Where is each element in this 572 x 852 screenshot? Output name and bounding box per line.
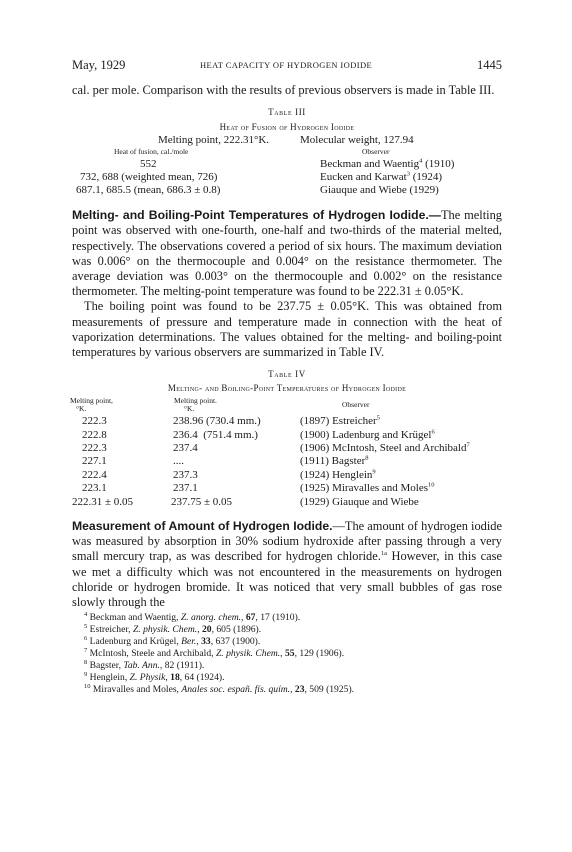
table4-mp-value: 222.3 bbox=[82, 415, 107, 428]
table3-observer bbox=[320, 158, 454, 170]
footnote-volume: 33 bbox=[201, 636, 211, 648]
footnote-journal: Z. Physik bbox=[129, 672, 166, 684]
footnote bbox=[84, 660, 502, 672]
footnote-sep: , bbox=[196, 636, 202, 648]
table4-row bbox=[72, 415, 502, 428]
table3-body bbox=[72, 158, 502, 197]
header-date: May, 1929 bbox=[72, 58, 126, 72]
section2-text-b: However, in this case we met a difficulty which was not encountered in the measurements on hydrogen chloride or hydrogen bromide. It was noticed that very small bubbles of gas rose slowly through the bbox=[72, 549, 503, 609]
table4-observer-name: (1906) McIntosh, Steel and Archibald bbox=[300, 442, 467, 455]
table4-col-observer: Observer bbox=[342, 400, 370, 410]
footnote bbox=[84, 612, 502, 624]
footnote-journal: Z. physik. Chem. bbox=[132, 624, 198, 636]
section1-heading: Melting- and Boiling-Point Temperatures of Hydrogen Iodide.— bbox=[72, 208, 441, 223]
footnote-sep: , bbox=[165, 672, 171, 684]
table4-mp-value: 222.31 ± 0.05 bbox=[72, 495, 134, 508]
table3-observer-name: Eucken and Karwat bbox=[320, 171, 407, 184]
footnote-pages: , 605 (1896). bbox=[211, 624, 262, 636]
table4-observer bbox=[300, 455, 369, 467]
table4-bp-value: 237.4 bbox=[173, 442, 198, 455]
footnote-journal: Z. physik. Chem. bbox=[215, 648, 281, 660]
footnote-journal: Ber. bbox=[181, 636, 197, 648]
footnote bbox=[84, 624, 502, 636]
table4-title: Melting- and Boiling-Point Temperatures of Hydrogen Iodide bbox=[167, 383, 407, 394]
table4-row bbox=[72, 429, 502, 442]
footnote-authors: Estreicher, bbox=[87, 624, 133, 636]
table4-observer bbox=[300, 429, 435, 441]
table4-bp-value: 237.1 bbox=[173, 482, 198, 495]
table4-observer-ref: 8 bbox=[365, 454, 369, 462]
running-header bbox=[72, 58, 502, 78]
table4-observer-ref: 10 bbox=[428, 481, 435, 489]
footnote-pages: , 17 (1910). bbox=[255, 612, 301, 624]
table4-bp-value: 238.96 (730.4 mm.) bbox=[173, 415, 261, 428]
footnote-journal: Tab. Ann. bbox=[123, 660, 160, 672]
table3-observer-year: (1924) bbox=[410, 171, 443, 184]
footnote-authors: Beckman and Waentig, bbox=[87, 612, 181, 624]
footnote-number: 6 bbox=[84, 635, 88, 642]
footnote bbox=[84, 636, 502, 648]
table4-observer-ref: 6 bbox=[431, 427, 435, 435]
intro-paragraph: cal. per mole. Comparison with the results of previous observers is made in Table III. bbox=[72, 83, 495, 97]
table3-meta-row bbox=[72, 134, 502, 147]
table4-bp-value: 237.3 bbox=[173, 468, 198, 481]
table4-bp-value: 237.75 ± 0.05 bbox=[171, 495, 233, 508]
table4-observer bbox=[300, 415, 380, 427]
section2-text-a: —The amount of hydrogen iodide was measured by absorption in 30% sodium hydroxide after passing through a very small mercury trap, as was described for hydrogen chloride. bbox=[72, 518, 503, 564]
footnote-volume: 18 bbox=[170, 672, 180, 684]
table4-mp-value: 227.1 bbox=[82, 455, 107, 468]
footnote-sep: , bbox=[241, 612, 246, 624]
table4-observer bbox=[300, 482, 435, 494]
footnote-volume: 55 bbox=[284, 648, 295, 660]
table3-melting-point: Melting point, 222.31°K. bbox=[158, 134, 270, 147]
table4-observer-name: (1911) Bagster bbox=[300, 455, 366, 468]
footnote-authors: McIntosh, Steele and Archibald, bbox=[87, 648, 216, 660]
footnote-pages: , 637 (1900). bbox=[210, 636, 261, 648]
table3-heat-value: 732, 688 (weighted mean, 726) bbox=[80, 171, 218, 184]
table4-row bbox=[72, 482, 502, 495]
section1-paragraph2: The boiling point was found to be 237.75 ± 0.05°K. This was obtained from measurements of pressure and temperature made in connection with the heat of vaporization determinations. The values obtained for the melting- and boiling-point temperatures by various observers are summarized in Table IV. bbox=[72, 299, 502, 360]
section2-heading: Measurement of Amount of Hydrogen Iodide. bbox=[72, 518, 333, 533]
footnote-sep: , bbox=[197, 624, 202, 636]
table4-mp-value: 222.4 bbox=[82, 468, 107, 481]
table4-col-mp-unit: °K. bbox=[76, 404, 87, 414]
footnote-volume: 23 bbox=[294, 684, 305, 696]
table3-row bbox=[72, 158, 502, 171]
table4-mp-value: 222.3 bbox=[82, 442, 107, 455]
footnote-number: 8 bbox=[84, 659, 88, 666]
table3-col-heat: Heat of fusion, cal./mole bbox=[114, 147, 189, 157]
footnote-authors: Ladenburg and Krügel, bbox=[87, 636, 182, 648]
table3-title: Heat of Fusion of Hydrogen Iodide bbox=[219, 122, 355, 133]
table4-row bbox=[72, 442, 502, 455]
table4-observer bbox=[300, 496, 419, 508]
footnote-journal: Z. anorg. chem. bbox=[180, 612, 242, 624]
table3-molecular-weight: Molecular weight, 127.94 bbox=[300, 134, 414, 147]
table4-body bbox=[72, 415, 502, 509]
footnotes bbox=[72, 612, 502, 696]
table3-heat-value: 687.1, 685.5 (mean, 686.3 ± 0.8) bbox=[76, 184, 221, 197]
table4-bp-value: 236.4 (751.4 mm.) bbox=[173, 428, 258, 441]
table4-bp-value: .... bbox=[173, 455, 184, 468]
footnote-pages: , 509 (1925). bbox=[304, 684, 355, 696]
footnote-number: 7 bbox=[84, 647, 88, 654]
table4-mp-value: 223.1 bbox=[82, 482, 107, 495]
footnote-authors: Bagster, bbox=[87, 660, 124, 672]
section2-paragraph bbox=[72, 519, 502, 610]
table3-observer-ref: 3 bbox=[406, 170, 410, 178]
footnote-authors: Miravalles and Moles, bbox=[90, 684, 182, 696]
journal-page bbox=[72, 58, 502, 696]
footnote-pages: , 64 (1924). bbox=[179, 672, 225, 684]
section1-para1-text: The melting point was observed with one-fourth, one-half and two-thirds of the material melted, respectively. The observations covered a period of six hours. The maximum deviation was 0.006° on the thermocouple and 0.004° on the resistance thermometer. The average deviation was 0.003° on the thermocouple and 0.002° on the resistance thermometer. The melting-point temperature was found to be 222.31 ± 0.05°K. bbox=[72, 208, 502, 299]
table3-row bbox=[72, 184, 502, 197]
footnote bbox=[84, 684, 502, 696]
table4-observer bbox=[300, 469, 376, 481]
footnote-number: 10 bbox=[84, 683, 91, 690]
table3-observer-ref: 4 bbox=[419, 157, 423, 165]
table4-header-row bbox=[72, 397, 502, 415]
footnote-authors: Henglein, bbox=[87, 672, 130, 684]
footnote-volume: 67 bbox=[245, 612, 256, 624]
footnote-journal: Anales soc. españ. fís. quím. bbox=[181, 684, 291, 696]
footnote-volume: 20 bbox=[201, 624, 212, 636]
table3-header-row bbox=[72, 147, 502, 158]
section1-paragraph1 bbox=[72, 208, 502, 299]
table4-observer-name: (1925) Miravalles and Moles bbox=[300, 482, 428, 495]
table4-observer-ref: 5 bbox=[376, 414, 380, 422]
table4-mp-value: 222.8 bbox=[82, 428, 107, 441]
section2-ref: 1a bbox=[380, 550, 387, 558]
table4-observer-name: (1900) Ladenburg and Krügel bbox=[300, 428, 432, 441]
footnote-sep: , 82 (1911). bbox=[159, 660, 205, 672]
table4-label: Table IV bbox=[268, 369, 306, 380]
table3-observer bbox=[320, 171, 442, 183]
table3-observer-name: Giauque and Wiebe (1929) bbox=[320, 184, 439, 197]
footnote-sep: , bbox=[290, 684, 295, 696]
table4-col-bp: Melting point. bbox=[174, 396, 217, 406]
table3-heat-value: 552 bbox=[140, 158, 157, 171]
footnote-number: 5 bbox=[84, 623, 88, 630]
header-running-title: HEAT CAPACITY OF HYDROGEN IODIDE bbox=[200, 60, 373, 70]
footnote bbox=[84, 648, 502, 660]
table4-observer bbox=[300, 442, 470, 454]
table4-observer-name: (1929) Giauque and Wiebe bbox=[300, 495, 419, 508]
footnote bbox=[84, 672, 502, 684]
header-page-number: 1445 bbox=[477, 58, 502, 72]
table4-observer-name: (1924) Henglein bbox=[300, 468, 373, 481]
table4-col-bp-unit: °K. bbox=[184, 404, 195, 414]
table4-row bbox=[72, 469, 502, 482]
table4-row bbox=[72, 455, 502, 468]
table4-observer-ref: 7 bbox=[466, 441, 470, 449]
table4-observer-ref: 9 bbox=[372, 468, 376, 476]
table4 bbox=[72, 397, 502, 509]
footnote-pages: , 129 (1906). bbox=[294, 648, 345, 660]
table3-col-observer: Observer bbox=[362, 147, 390, 157]
table4-observer-name: (1897) Estreicher bbox=[300, 415, 377, 428]
table3-label: Table III bbox=[268, 107, 306, 118]
table4-col-mp: Melting point, bbox=[70, 396, 113, 406]
table4-row bbox=[72, 496, 502, 509]
table3-observer-name: Beckman and Waentig bbox=[320, 158, 420, 171]
footnote-number: 4 bbox=[84, 611, 88, 618]
table3-observer bbox=[320, 184, 439, 196]
footnote-number: 9 bbox=[84, 671, 88, 678]
table3-observer-year: (1910) bbox=[422, 158, 455, 171]
footnote-sep: , bbox=[280, 648, 285, 660]
table3-row bbox=[72, 171, 502, 184]
